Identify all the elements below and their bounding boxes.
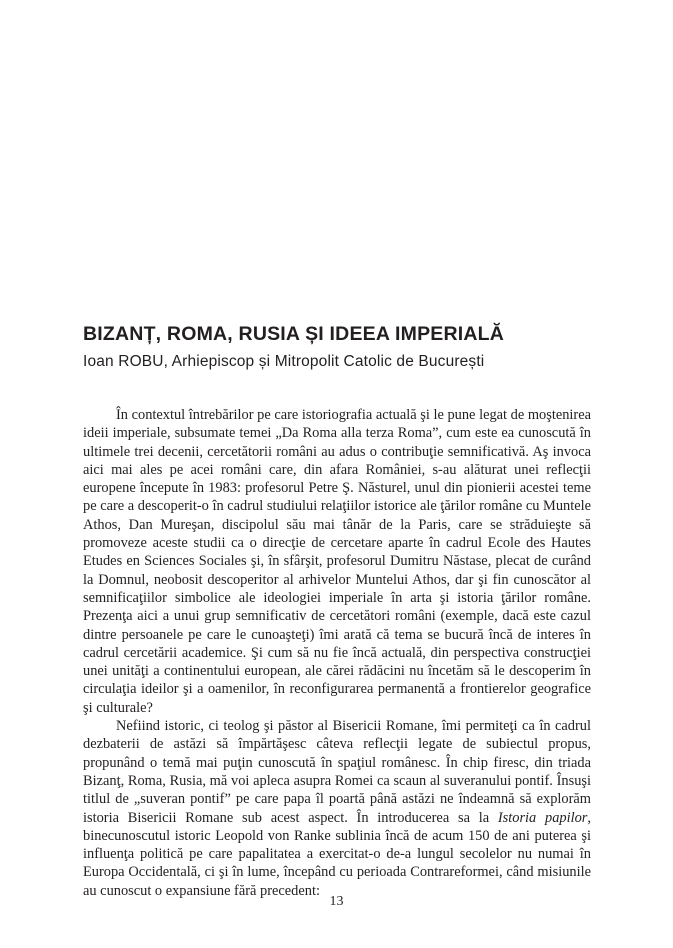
book-title-istoria-papilor: Istoria papilor <box>497 809 588 826</box>
paragraph-2-text-after: , binecunoscutul istoric Leopold von Ranke sublinia încă de acum 150 de ani puterea şi influenţa politică pe care papalitatea a exercitat-o de-a lungul secolelor nu numai în Europa Occidentală, ci şi în lume, începând cu perioada Contrareformei, când misiunile au cunoscut o expansiune fără precedent: <box>83 809 591 899</box>
paragraph-1: În contextul întrebărilor pe care istoriografia actuală şi le pune legat de moştenirea ideii imperiale, subsumate temei „Da Roma alla terza Roma”, cum este ea cunoscută în ultimele trei decenii, cercetătorii români au adus o contribuţie semnificativă. Aş invoca aici mai ales pe acei români care, din afara României, s-au alăturat unei reflecţii europene începute în 1983: profesorul Petre Ş. Năsturel, unul din pionierii acestei teme pe care a descoperit-o în cadrul studiului relaţiilor istorice ale ţărilor române cu Muntele Athos, Dan Mureşan, discipolul său mai tânăr de la Paris, care se străduieşte să promoveze aceste studii ca o direcţie de cercetare aparte în cadrul Ecole des Hautes Etudes en Sciences Sociales şi, în sfârşit, profesorul Dumitru Năstase, plecat de curând la Domnul, neobosit descoperitor al arhivelor Muntelui Athos, dar şi fin cunoscător al semnificaţiilor simbolice ale ideologiei imperiale în arta şi istoria ţărilor române. Prezenţa aici a unui grup semnificativ de cercetători români (exemple, dacă este cazul dintre persoanele pe care le cunoaşteţi) îmi arată că tema se bucură încă de interes în cadrul cercetării academice. Şi cum să nu fie încă actuală, din perspectiva construcţiei unei unităţi a continentului european, ale cărei rădăcini nu încetăm să le descoperim în circulaţia ideilor şi a oamenilor, în reconfigurarea permanentă a frontierelor geografice şi culturale? <box>83 407 591 716</box>
author-line: Ioan ROBU, Arhiepiscop și Mitropolit Catolic de București <box>83 353 485 370</box>
article-title: BIZANȚ, ROMA, RUSIA ȘI IDEEA IMPERIALĂ <box>83 323 505 345</box>
page-number: 13 <box>329 894 344 909</box>
paragraph-2 <box>83 717 591 900</box>
paragraph-2-text-before: Nefiind istoric, ci teolog şi păstor al Bisericii Romane, îmi permiteţi ca în cadrul dezbaterii de astăzi să împărtăşesc câteva reflecţii legate de subiectul propus, propunând o temă mai puţin cunoscută în spaţiul românesc. În chip firesc, din triada Bizanţ, Roma, Rusia, mă voi apleca asupra Romei ca scaun al suveranului pontif. Însuşi titlul de „suveran pontif” pe care papa îl poartă până astăzi ne îndeamnă să explorăm istoria Bisericii Romane sub acest aspect. În introducerea sa la <box>83 718 591 826</box>
article-body <box>83 406 591 900</box>
